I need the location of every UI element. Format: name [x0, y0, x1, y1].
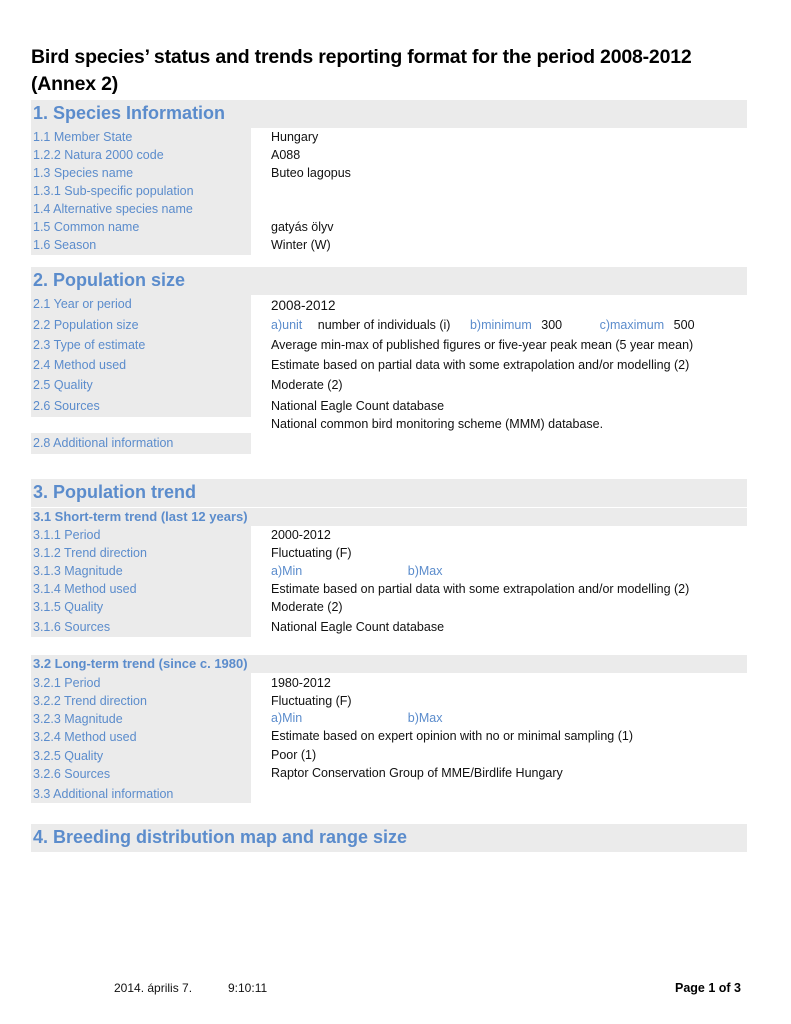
value-species-name: Buteo lagopus	[271, 166, 351, 180]
value-common-name: gatyás ölyv	[271, 220, 334, 234]
label-subspecific: 1.3.1 Sub-specific population	[33, 184, 194, 198]
short-term-heading: 3.1 Short-term trend (last 12 years)	[33, 509, 248, 524]
section-3-header	[31, 479, 747, 507]
unit-label: a)unit	[271, 318, 303, 332]
label-alt-species-name: 1.4 Alternative species name	[33, 202, 193, 216]
long-max-label: b)Max	[407, 711, 443, 725]
value-short-quality: Moderate (2)	[271, 600, 343, 614]
label-natura-code: 1.2.2 Natura 2000 code	[33, 148, 164, 162]
label-additional-info-3: 3.3 Additional information	[33, 787, 174, 801]
value-short-method: Estimate based on partial data with some extrapolation and/or modelling (2)	[271, 582, 690, 596]
long-term-heading: 3.2 Long-term trend (since c. 1980)	[33, 656, 248, 671]
maximum-value: 500	[673, 318, 695, 332]
label-season: 1.6 Season	[33, 238, 97, 252]
footer-date: 2014. április 7.	[114, 981, 193, 995]
page-number: Page 1 of 3	[675, 981, 741, 995]
label-long-method: 3.2.4 Method used	[33, 730, 137, 744]
label-short-quality: 3.1.5 Quality	[33, 600, 104, 614]
label-short-sources: 3.1.6 Sources	[33, 620, 111, 634]
footer-time: 9:10:11	[228, 981, 268, 995]
value-quality: Moderate (2)	[271, 378, 343, 392]
label-short-period: 3.1.1 Period	[33, 528, 101, 542]
minimum-label: b)minimum	[469, 318, 532, 332]
section-4-header	[31, 824, 747, 852]
value-long-quality: Poor (1)	[271, 748, 317, 762]
long-magnitude-row	[271, 711, 442, 725]
label-common-name: 1.5 Common name	[33, 220, 140, 234]
additional-info-2-box	[31, 433, 251, 454]
value-method-used: Estimate based on partial data with some extrapolation and/or modelling (2)	[271, 358, 690, 372]
value-short-period: 2000-2012	[271, 528, 331, 542]
value-member-state: Hungary	[271, 130, 319, 144]
long-min-label: a)Min	[271, 711, 303, 725]
label-long-quality: 3.2.5 Quality	[33, 749, 104, 763]
value-type-estimate: Average min-max of published figures or five-year peak mean (5 year mean)	[271, 338, 694, 352]
value-long-method: Estimate based on expert opinion with no or minimal sampling (1)	[271, 729, 633, 743]
label-long-trend: 3.2.2 Trend direction	[33, 694, 147, 708]
long-term-header	[31, 655, 747, 673]
short-term-header	[31, 508, 747, 526]
short-magnitude-row	[271, 564, 442, 578]
label-method-used: 2.4 Method used	[33, 358, 127, 372]
value-long-period: 1980-2012	[271, 676, 331, 690]
section-4-heading: 4. Breeding distribution map and range size	[33, 827, 408, 847]
short-term-label-column	[31, 526, 251, 637]
value-long-sources: Raptor Conservation Group of MME/Birdlife Hungary	[271, 766, 563, 780]
label-type-estimate: 2.3 Type of estimate	[33, 338, 146, 352]
section-2-header	[31, 267, 747, 295]
section-1-heading: 1. Species Information	[33, 103, 226, 123]
section-1-label-column	[31, 128, 251, 255]
section-3-heading: 3. Population trend	[33, 482, 197, 502]
label-quality: 2.5 Quality	[33, 378, 93, 392]
long-term-label-column	[31, 673, 251, 803]
value-source-2: National common bird monitoring scheme (MMM) database.	[271, 417, 604, 431]
value-natura-code: A088	[271, 148, 301, 162]
label-short-magnitude: 3.1.3 Magnitude	[33, 564, 123, 578]
label-short-trend: 3.1.2 Trend direction	[33, 546, 147, 560]
short-max-label: b)Max	[407, 564, 443, 578]
label-short-method: 3.1.4 Method used	[33, 582, 137, 596]
value-long-trend: Fluctuating (F)	[271, 694, 352, 708]
label-long-period: 3.2.1 Period	[33, 676, 101, 690]
label-additional-info-2: 2.8 Additional information	[33, 436, 174, 450]
document-title: Bird species’ status and trends reporting format for the period 2008-2012 (Annex 2)	[31, 46, 692, 95]
label-year-period: 2.1 Year or period	[33, 297, 132, 311]
label-long-magnitude: 3.2.3 Magnitude	[33, 712, 123, 726]
value-year-period: 2008-2012	[271, 298, 336, 313]
population-size-row	[271, 318, 695, 332]
label-population-size: 2.2 Population size	[33, 318, 139, 332]
short-min-label: a)Min	[271, 564, 303, 578]
label-member-state: 1.1 Member State	[33, 130, 133, 144]
value-short-sources: National Eagle Count database	[271, 620, 445, 634]
value-season: Winter (W)	[271, 238, 331, 252]
section-1-header	[31, 100, 747, 128]
section-2-heading: 2. Population size	[33, 270, 186, 290]
unit-value: number of individuals (i)	[317, 318, 451, 332]
label-sources: 2.6 Sources	[33, 399, 100, 413]
label-species-name: 1.3 Species name	[33, 166, 134, 180]
minimum-value: 300	[541, 318, 563, 332]
maximum-label: c)maximum	[599, 318, 665, 332]
value-short-trend: Fluctuating (F)	[271, 546, 352, 560]
section-2-label-column	[31, 295, 251, 417]
value-source-1: National Eagle Count database	[271, 399, 445, 413]
label-long-sources: 3.2.6 Sources	[33, 767, 111, 781]
